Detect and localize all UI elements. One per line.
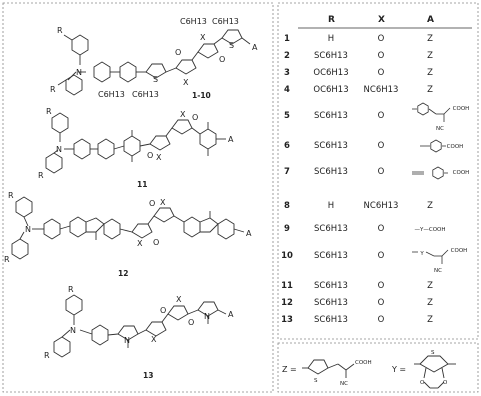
x-bottom-label: X [137, 239, 143, 248]
cell-x: O [377, 224, 385, 234]
row-number: 8 [284, 201, 290, 211]
legend-z-y [282, 350, 456, 388]
cell-x: O [377, 111, 385, 121]
x-bottom-label: X [183, 78, 189, 87]
cell-r: OC6H13 [313, 85, 349, 95]
structure-13 [44, 285, 234, 380]
a-label: A [228, 135, 234, 144]
compound-label: 13 [143, 371, 154, 380]
cell-x: NC6H13 [363, 201, 399, 211]
cell-a: Z [427, 281, 433, 291]
compound-label: 11 [137, 180, 148, 189]
structure-12 [4, 191, 252, 278]
o-atom: O [147, 151, 154, 160]
row-number: 13 [281, 315, 293, 325]
r-top-label: R [68, 285, 74, 294]
row-number: 3 [284, 68, 290, 78]
cell-x: O [377, 315, 385, 325]
x-top-label: X [180, 110, 186, 119]
o-atom: O [188, 318, 195, 327]
n-atom: N [204, 312, 210, 321]
row-number: 11 [281, 281, 293, 291]
n-atom: N [124, 336, 130, 345]
row-number: 12 [281, 298, 293, 308]
y-s-atom: S [431, 350, 435, 356]
cell-x: NC6H13 [363, 85, 399, 95]
z-structure [302, 360, 354, 378]
bond-line [429, 109, 436, 114]
r-bottom-label: R [44, 351, 50, 360]
cell-r: H [327, 34, 335, 44]
z-nc: NC [340, 381, 348, 387]
n-atom: N [76, 68, 82, 77]
header-r: R [328, 15, 335, 25]
cell-a: Z [427, 34, 433, 44]
compound-label: 1-10 [192, 91, 211, 100]
row-number: 6 [284, 141, 290, 151]
a10-cooh: COOH [450, 248, 468, 254]
cell-a: COOH [452, 170, 470, 176]
cell-r: SC6H13 [314, 281, 348, 291]
structure-1-10 [50, 17, 258, 100]
substituent-table [281, 15, 472, 325]
compound-label: 12 [118, 269, 129, 278]
cell-a: COOH [446, 144, 464, 150]
cell-a: Z [427, 68, 433, 78]
benzene-ring [433, 167, 443, 179]
cell-x: O [377, 167, 385, 177]
n-atom: N [56, 145, 62, 154]
cell-r: OC6H13 [313, 68, 349, 78]
row-number: 1 [284, 34, 290, 44]
row-number: 5 [284, 111, 290, 121]
n-atom: N [25, 225, 31, 234]
bond-line [426, 252, 434, 256]
cell-r: SC6H13 [314, 224, 348, 234]
r-bottom-label: R [4, 255, 10, 264]
cell-a: Z [427, 85, 433, 95]
cell-r: H [327, 201, 335, 211]
a-label: A [246, 229, 252, 238]
a10-nc: NC [434, 268, 442, 274]
x-bottom-label: X [151, 335, 157, 344]
o-atom: O [149, 199, 156, 208]
cell-x: O [377, 298, 385, 308]
cell-r: SC6H13 [314, 251, 348, 261]
cell-x: O [377, 68, 385, 78]
table-rows [281, 34, 469, 325]
cell-r: SC6H13 [314, 51, 348, 61]
y-o-atom: O [420, 380, 425, 386]
benzene-ring [418, 103, 428, 115]
r-top-label: R [57, 26, 63, 35]
r-bottom-label: R [50, 85, 56, 94]
cell-a: —Y—COOH [414, 227, 446, 233]
row-number: 7 [284, 167, 290, 177]
cell-a: Z [427, 201, 433, 211]
a-label: A [228, 310, 234, 319]
x-bottom-label: X [156, 153, 162, 162]
r-top-label: R [46, 107, 52, 116]
structure-11 [38, 107, 234, 189]
x-top-label: X [176, 295, 182, 304]
row-number: 10 [281, 251, 293, 261]
a5-cooh: COOH [452, 106, 470, 112]
cell-a: Z [427, 315, 433, 325]
n-atom: N [70, 326, 76, 335]
r-top-label: R [8, 191, 14, 200]
cell-x: O [377, 34, 385, 44]
bond-line [444, 108, 450, 114]
header-a: A [427, 15, 434, 25]
hexyl-label: C6H13 [132, 90, 159, 99]
cell-r: SC6H13 [314, 111, 348, 121]
o-atom: O [160, 306, 167, 315]
cell-x: O [377, 51, 385, 61]
cell-x: O [377, 281, 385, 291]
hexyl-label: C6H13 [180, 17, 207, 26]
row-number: 9 [284, 224, 290, 234]
cell-x: O [377, 251, 385, 261]
a-label: A [252, 43, 258, 52]
cell-r: SC6H13 [314, 315, 348, 325]
a10-y: Y [420, 251, 424, 257]
hexyl-label: C6H13 [98, 90, 125, 99]
y-label: Y = [392, 365, 407, 374]
row-number: 4 [284, 85, 290, 95]
o-atom: O [153, 238, 160, 247]
o-atom: O [175, 48, 182, 57]
z-label: Z = [282, 365, 297, 374]
bond-line [442, 250, 448, 256]
cell-a: Z [427, 298, 433, 308]
z-s-atom: S [314, 378, 318, 384]
row-number: 2 [284, 51, 290, 61]
header-x: X [378, 15, 385, 25]
cell-a: Z [427, 51, 433, 61]
x-top-label: X [160, 198, 166, 207]
benzene-ring [431, 140, 441, 152]
y-o-atom: O [443, 380, 448, 386]
o-atom: O [219, 55, 226, 64]
s-atom: S [153, 75, 159, 84]
cell-r: SC6H13 [314, 167, 348, 177]
cell-x: O [377, 141, 385, 151]
cell-r: SC6H13 [314, 141, 348, 151]
hexyl-label: C6H13 [212, 17, 239, 26]
z-cooh: COOH [355, 360, 372, 366]
r-bottom-label: R [38, 171, 44, 180]
s-atom: S [229, 41, 235, 50]
cell-r: SC6H13 [314, 298, 348, 308]
x-top-label: X [200, 33, 206, 42]
o-atom: O [192, 113, 199, 122]
a5-nc: NC [436, 126, 444, 132]
